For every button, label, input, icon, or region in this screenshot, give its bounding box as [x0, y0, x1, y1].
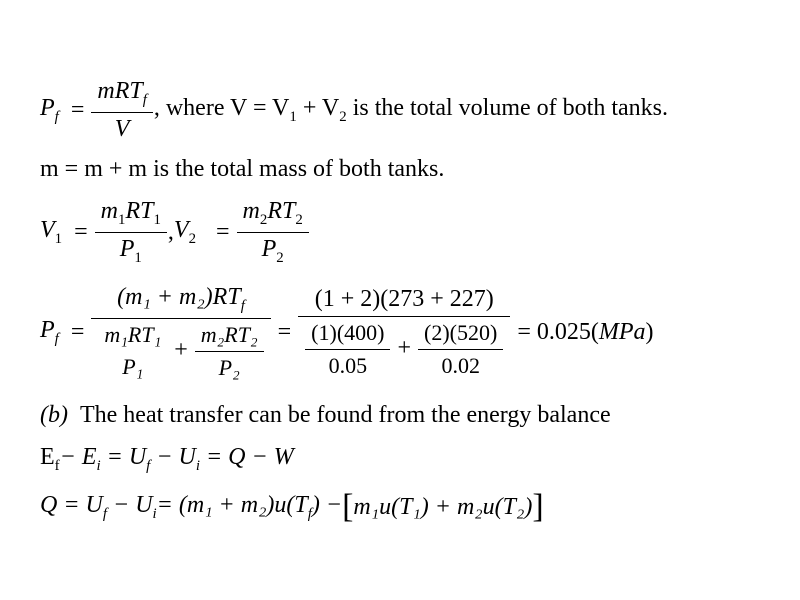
equation-final-pressure	[40, 78, 668, 143]
part-b-line	[40, 402, 611, 429]
fraction-m1rt1-p1: m₁RT₁ P₁	[104, 322, 162, 380]
equals-sign: =	[70, 96, 85, 123]
total-mass-line: m = m + m is the total mass of both tanks.	[40, 156, 445, 182]
v1-symbol: $V_1$	[40, 216, 63, 247]
pf-result: = 0.025(MPa)	[517, 318, 654, 345]
fraction-v2: $\frac{m_2RT_2}{P_2}$	[240, 198, 306, 267]
fraction-v1: $\frac{m_1RT_1}{P_1}$	[98, 198, 164, 267]
fraction-400-over-005: $\frac{(1)(400)}{0.05}$	[308, 320, 387, 379]
pf-symbol-2: $P_f$	[40, 317, 59, 347]
fraction-520-over-002: $\frac{(2)(520)}{0.02}$	[421, 320, 500, 379]
fraction-mrt-over-v: $\frac{mRT_f}{V}$	[94, 78, 149, 143]
fraction-m2rt2-p2: $\frac{\text{m₂RT₂}}{\text{P₂}}$	[198, 322, 261, 381]
fraction-pf-symbolic: $(m_1 + m_2)RT_f$ m₁RT₁ P₁ + $\frac{\text{m₂RT₂}}{\text{P₂}}$	[94, 284, 267, 381]
pf-symbol: $P_f$	[40, 95, 59, 125]
fraction-pf-numbers: (1 + 2)(273 + 227) $\frac{(1)(400)}{0.05}$ + $\frac{(2)(520)}{0.02}$	[301, 286, 507, 379]
equation-heat-transfer: $Q = U_f - U_i$ = $(m_1 + m_2)u(T_f)$ − [ m₁u(T₁) + m₂u(T₂) ]	[40, 488, 544, 525]
part-b-label: (b)	[40, 402, 68, 428]
part-b-text: The heat transfer can be found from the energy balance	[79, 402, 611, 428]
total-volume-text: , where $V = V_1 + V_2$ is the total volume of both tanks.	[153, 95, 668, 125]
equation-energy-balance: $E_f$ − $E_i = U_f - U_i = Q - W$	[40, 444, 294, 474]
equation-pf-numeric: $P_f$ = $(m_1 + m_2)RT_f$ m₁RT₁ P₁ + $\frac{\text{m₂RT₂}}{\text{P₂}}$ = (1 + 2)(273 + 227) $\frac{(1)(400)}{0.05}$ + $\frac{(2)(520)}{0.02}$ = 0.025(MPa)	[40, 284, 654, 380]
v2-symbol: $V_2$	[173, 216, 196, 247]
equation-volumes: $V_1$ = $\frac{m_1RT_1}{P_1}$ , $V_2$ = $\frac{m_2RT_2}{P_2}$	[40, 198, 310, 267]
